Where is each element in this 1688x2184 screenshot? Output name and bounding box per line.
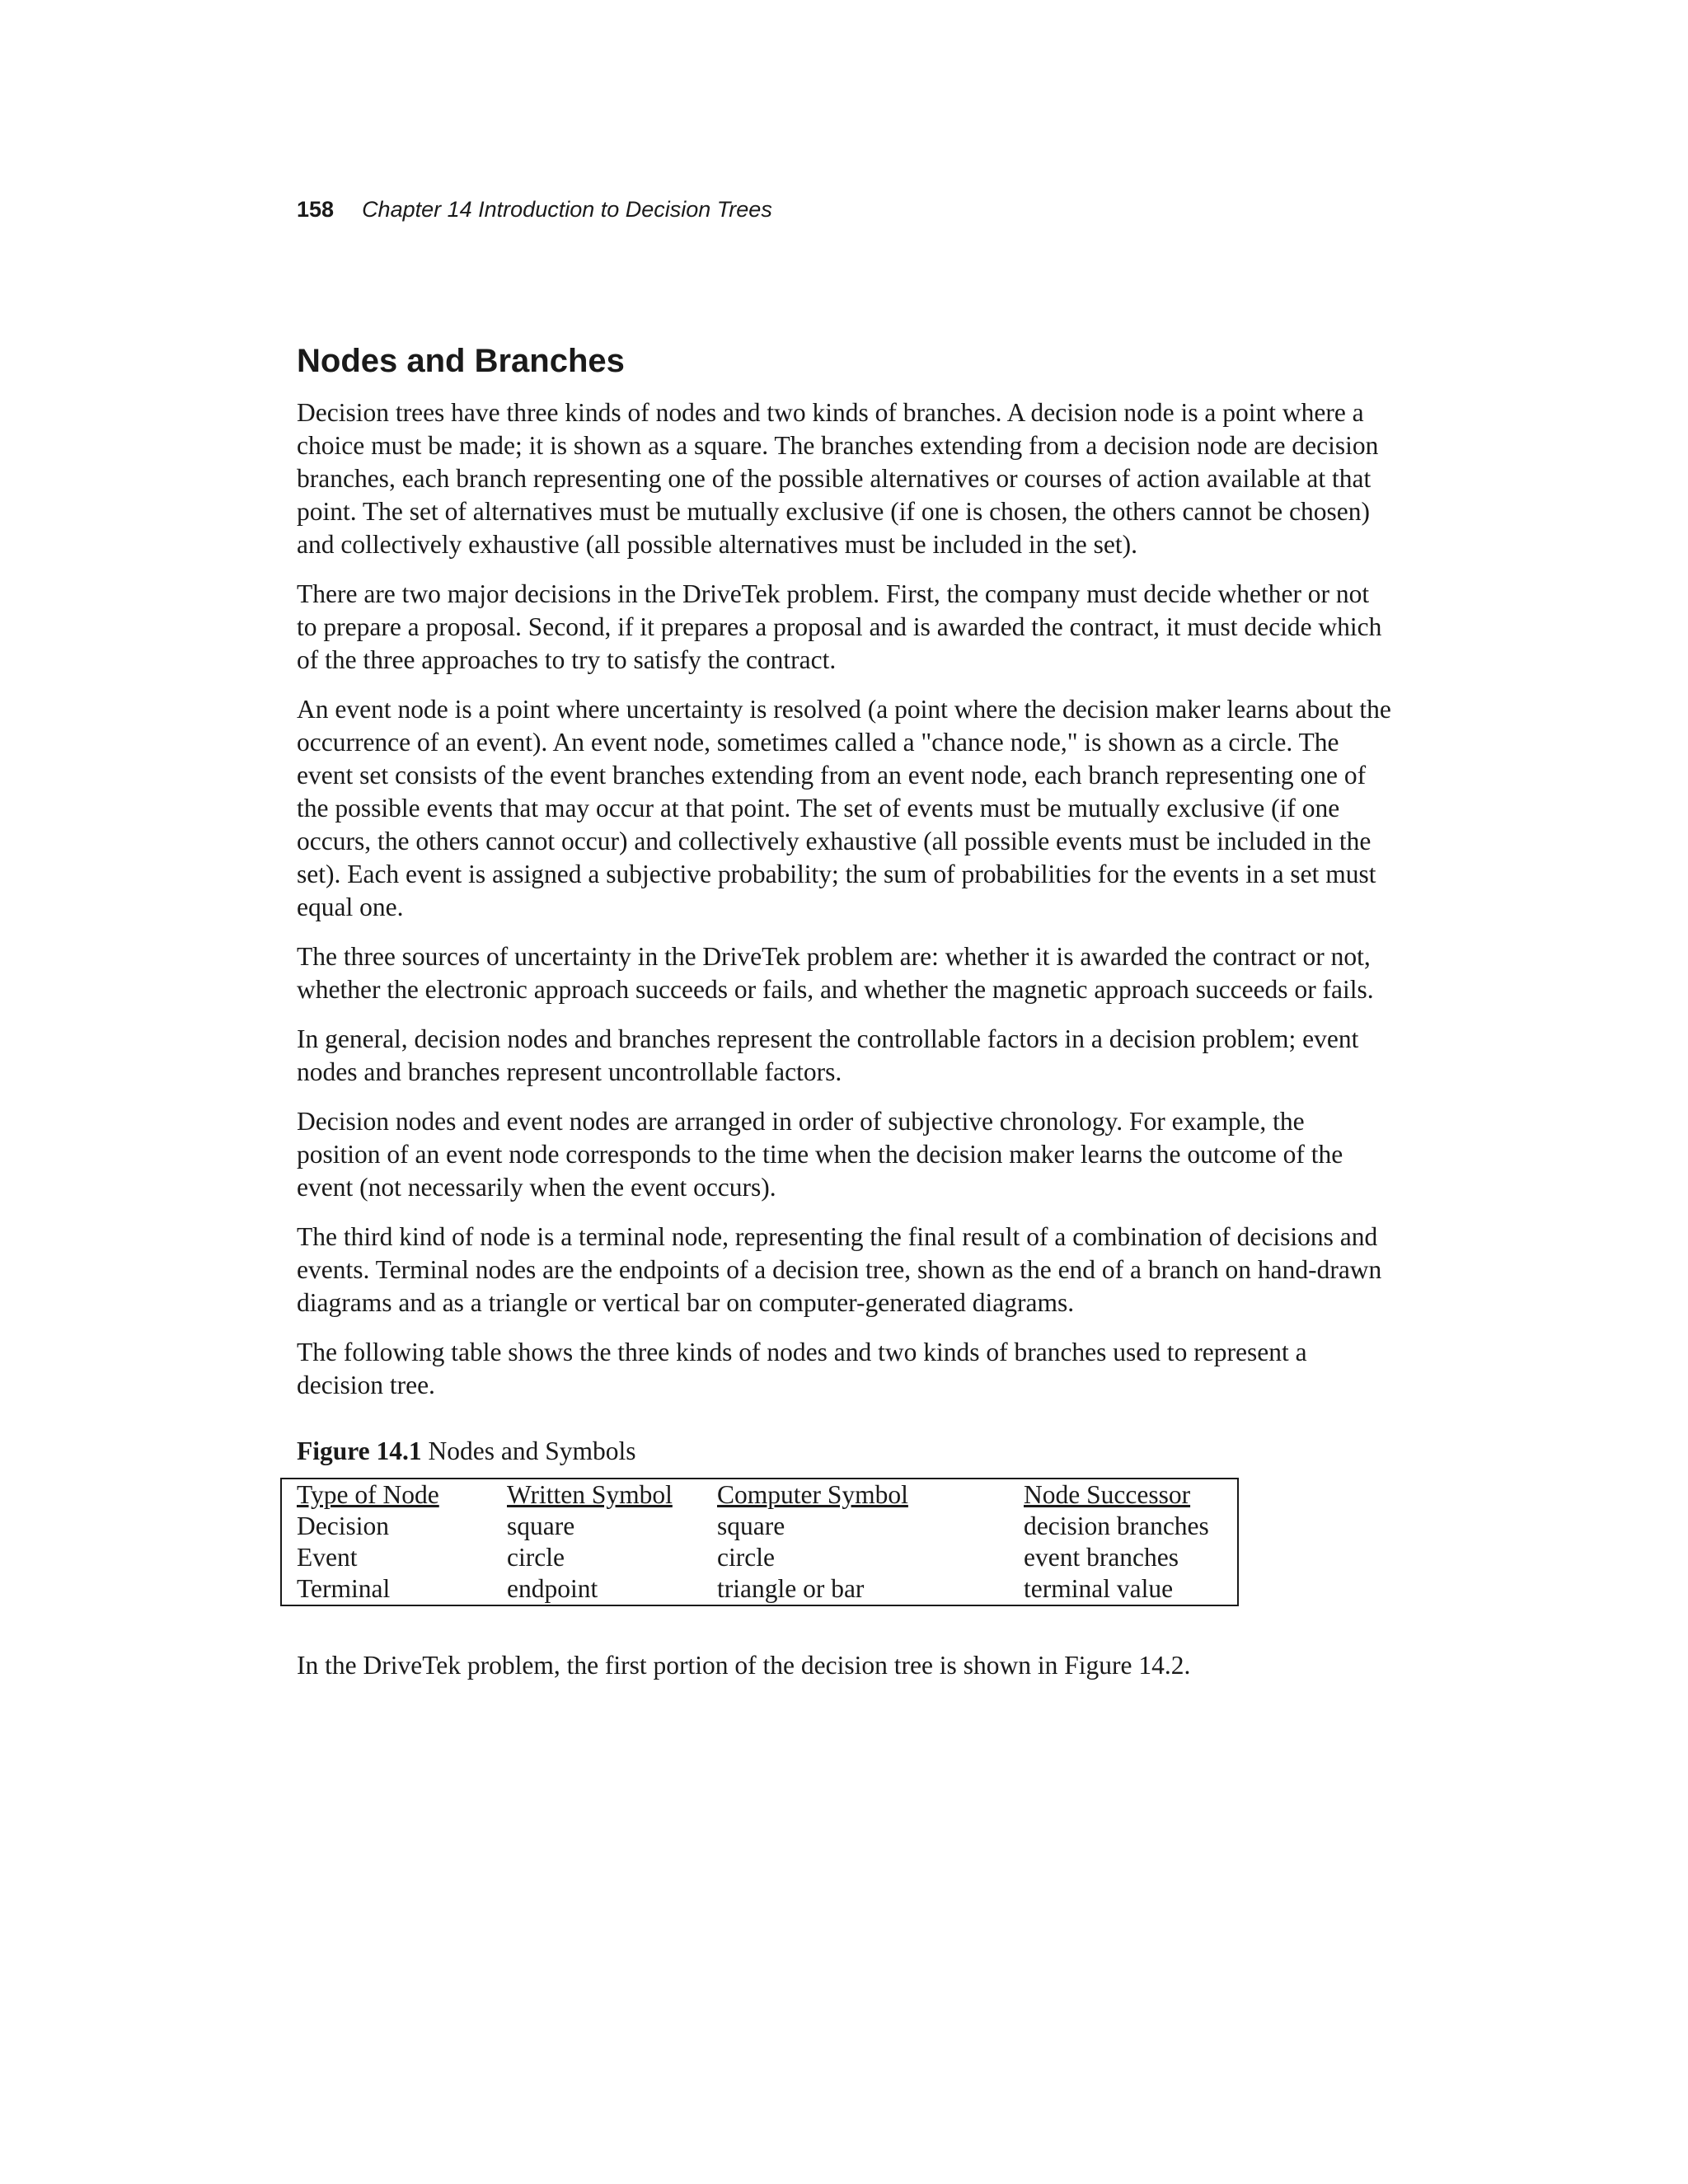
column-header-node-successor: Node Successor xyxy=(1024,1480,1191,1509)
paragraph-terminal-nodes: The third kind of node is a terminal node, representing the final result of a combination of decisions and events. Terminal nodes are the endpoints of a decision tree, shown as the end of a branch on hand-drawn diagrams and as a triangle or vertical bar on computer-generated diagrams. xyxy=(297,1222,1382,1317)
table-cell: Event xyxy=(297,1543,358,1572)
table-row xyxy=(281,1542,1238,1573)
table-cell: event branches xyxy=(1024,1543,1179,1572)
paragraph-controllable-factors: In general, decision nodes and branches represent the controllable factors in a decision problem; event nodes and branches represent uncontrollable factors. xyxy=(297,1024,1359,1086)
paragraph-drivetek-decisions: There are two major decisions in the DriveTek problem. First, the company must decide whether or not to prepare a proposal. Second, if it prepares a proposal and is awarded the contract, it must decide which of the three approaches to try to satisfy the contract. xyxy=(297,579,1382,674)
section-title: Nodes and Branches xyxy=(297,343,625,379)
table-cell: terminal value xyxy=(1024,1574,1174,1603)
chapter-title: Chapter 14 Introduction to Decision Trees xyxy=(362,197,772,222)
table-cell: circle xyxy=(717,1543,775,1572)
figure-caption-text: Nodes and Symbols xyxy=(428,1436,636,1465)
running-header xyxy=(297,194,772,224)
paragraph-closing: In the DriveTek problem, the first portion of the decision tree is shown in Figure 14.2. xyxy=(297,1651,1191,1680)
table-cell: Decision xyxy=(297,1511,389,1540)
table-cell: decision branches xyxy=(1024,1511,1209,1540)
column-header-computer-symbol: Computer Symbol xyxy=(717,1480,908,1509)
paragraph-event-nodes: An event node is a point where uncertainty is resolved (a point where the decision maker learns about the occurrence of an event). An event node, sometimes called a "chance node," is shown as a circle. The event set consists of the event branches extending from an event node, each branch representing one of the possible events that may occur at that point. The set of events must be mutually exclusive (if one occurs, the others cannot occur) and collectively exhaustive (all possible events must be included in the set). Each event is assigned a subjective probability; the sum of probabilities for the events in a set must equal one. xyxy=(297,695,1391,921)
paragraph-uncertainty-sources: The three sources of uncertainty in the DriveTek problem are: whether it is awarded the contract or not, whether the electronic approach succeeds or fails, and whether the magnetic approach succeeds or fails. xyxy=(297,942,1374,1004)
figure-label: Figure 14.1 xyxy=(297,1436,422,1465)
table-row xyxy=(281,1573,1238,1605)
table-header-row xyxy=(281,1479,1238,1511)
paragraph-table-intro: The following table shows the three kinds of nodes and two kinds of branches used to represent a decision tree. xyxy=(297,1338,1307,1399)
table-cell: circle xyxy=(507,1543,565,1572)
figure-caption xyxy=(297,1435,1393,1468)
column-header-written-symbol: Written Symbol xyxy=(507,1480,673,1509)
table-cell: Terminal xyxy=(297,1574,391,1603)
table-cell: square xyxy=(507,1511,575,1540)
table-cell: square xyxy=(717,1511,785,1540)
paragraph-decision-nodes: Decision trees have three kinds of nodes and two kinds of branches. A decision node is a point where a choice must be made; it is shown as a square. The branches extending from a decision node are decision branches, each branch representing one of the possible alternatives or courses of action available at that point. The set of alternatives must be mutually exclusive (if one is chosen, the others cannot be chosen) and collectively exhaustive (all possible alternatives must be included in the set). xyxy=(297,398,1379,559)
main-content xyxy=(297,340,1393,1699)
table-cell: triangle or bar xyxy=(717,1574,865,1603)
column-header-type-of-node: Type of Node xyxy=(297,1480,439,1509)
nodes-symbols-table xyxy=(280,1478,1239,1606)
paragraph-chronology: Decision nodes and event nodes are arranged in order of subjective chronology. For example, the position of an event node corresponds to the time when the decision maker learns the outcome of the event (not necessarily when the event occurs). xyxy=(297,1107,1343,1202)
table-cell: endpoint xyxy=(507,1574,598,1603)
page-number: 158 xyxy=(297,197,335,222)
table-row xyxy=(281,1511,1238,1542)
